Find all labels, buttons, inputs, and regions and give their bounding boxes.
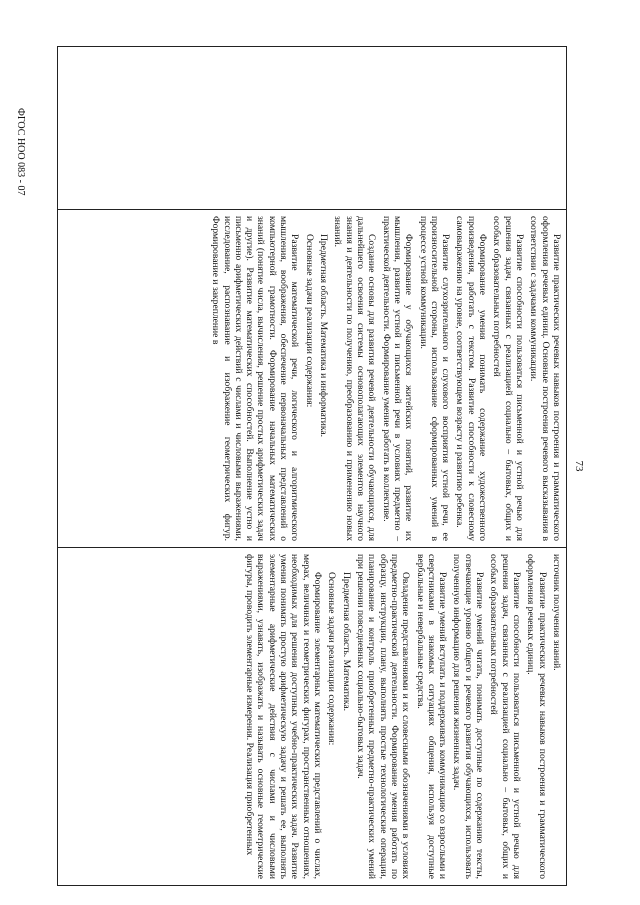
col2-paragraph: Формирование у обучающихся житейских понятий, развитие их мышления, развитие устной и письменной речи в условиях предметно – практической деятельности. Формирование умение работать в коллективе. [380,216,415,541]
col3-paragraph: Развитие умений вступать и поддерживать коммуникацию со взрослыми и сверстниками в знакомых ситуациях общения, используя доступные вербальные и невербальные средства. [414,554,449,879]
col2-paragraph: Формирование умения понимать содержание художественного произведения, работать с текстом. Развитие способности к словесному самовыражению на уровне, соответствующем возрасту и развитию ребенка. [454,216,489,541]
col3-paragraph: Развитие практических речевых навыков построения и грамматического оформления речевых единиц. [525,554,548,879]
col3-text [244,554,562,879]
col3-paragraph: Овладение представлениями и их словесными обозначениями в условиях предметно-практической деятельности. Формирование умения работать по образцу, инструкции, плану, выполнять простые технологические операции, планирование и контроль приобретенных предметно-практических умений при решении повседневных социально-бытовых задач. [355,554,412,879]
document-code: ФГОС НОО 083 - 07 [15,108,26,196]
col2-paragraph: Развитие способности пользоваться письменной и устной речью для решения задач, связанных с реализацией социально – бытовых, общих и особых образовательных потребностей [491,216,526,541]
col2-paragraph: Развитие слухозрительного и слухового восприятия устной речи, ее произносительной стороны, использование сформированных умений в процессе устной коммуникации. [417,216,452,541]
standards-table [57,46,567,886]
col3-paragraph: Развитие умений читать, понимать доступные по содержанию тексты, отвечающие уровню общего и речевого развития обучающихся, использовать полученную информацию для решения жизненных задач. [451,554,486,879]
col2-paragraph: Развитие практических речевых навыков построения и грамматического оформления речевых единиц. Основные построения речевого высказывания в соответствии с задачами коммуникации. [528,216,562,541]
rotated-page [51,46,591,886]
col2-paragraph: Основные задачи реализации содержания: [303,234,315,408]
col3-paragraph: источник получения знаний. [551,554,562,671]
col2-text [210,216,562,541]
col2-section-heading: Предметная область. Математика и информатика. [318,234,330,438]
col2-paragraph: Создание основы для развития речевой деятельности обучающихся, для дальнейшего освоения системы основополагающих элементов научного знания и деятельности по получению, преобразованию и применению новых знаний. [332,216,378,541]
col3-section-heading: Предметная область. Математика. [340,572,352,712]
page-number: 73 [573,460,585,472]
table-row [58,47,567,886]
col2-paragraph: Развитие математической речи, логического и алгоритмического мышления, воображения, обеспечение первоначальных представлений о компьютерной грамотности. Формирование начальных математических знаний (понятие числа, вычисления, решение простых арифметических задач и другие). Развитие математических способностей. Выполнение устно и письменно арифметических действий с числами и числовыми выражениями, исследование, распознавание и изображение геометрических фигур. Формирование и закрепление в [210,216,301,541]
table-cell-col3 [58,548,567,886]
table-cell-col1 [58,47,567,210]
col3-paragraph: Основные задачи реализации содержания: [326,572,338,746]
table-cell-col2 [58,210,567,548]
document-code-margin [6,0,36,905]
col3-paragraph: Развитие способности пользоваться письменной и устной речью для решения задач, связанных с реализацией социально – бытовых, общих и особых образовательных потребностей [488,554,523,879]
col3-paragraph: Формирование элементарных математических представлений о числах, мерах, величинах и геометрических фигурах, пространственных отношениях, необходимых для решения доступных учебно-практических задач. Развитие умения понимать простую арифметическую задачу и решать ее, выполнять элементарные арифметические действия с числами и числовыми выражениями, узнавать, изображать и называть основные геометрические фигуры, проводить элементарные измерения. Реализация приобретенных [244,554,324,879]
